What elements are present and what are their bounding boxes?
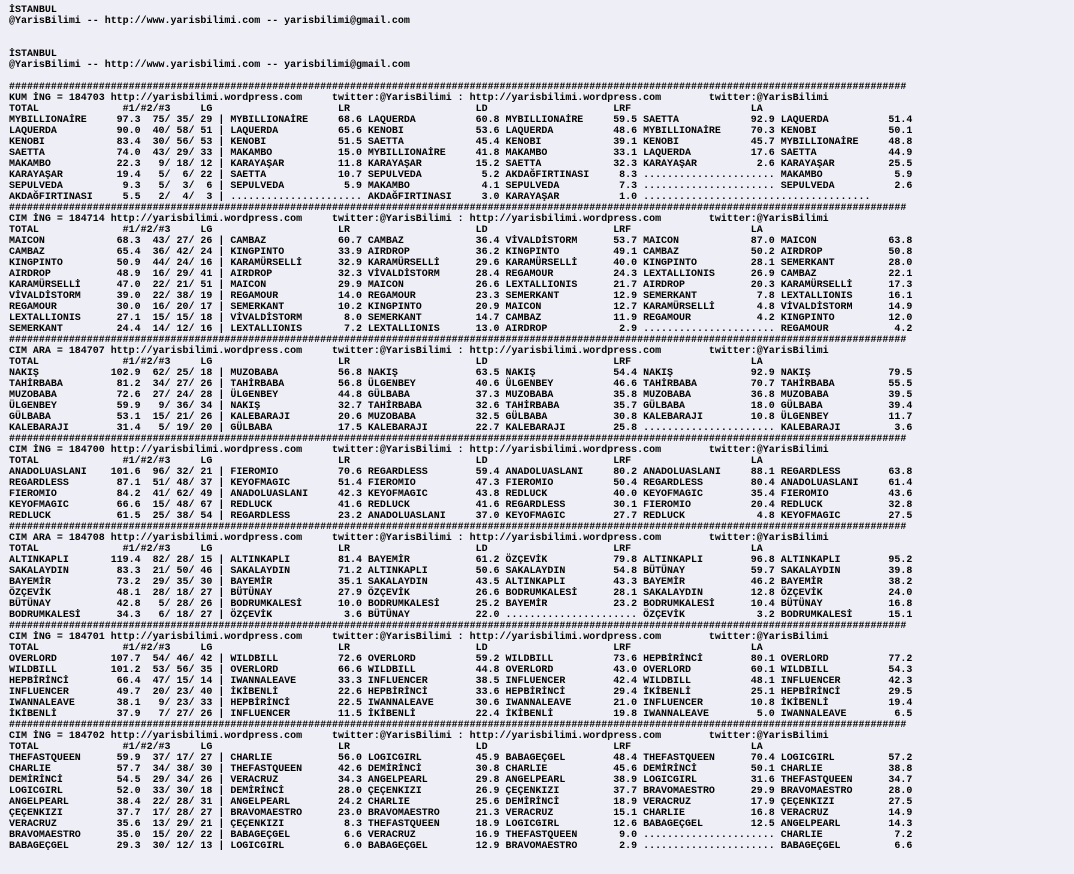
race-header-line: CIM İNG = 184714 http://yarisbilimi.wordpress.com twitter:@YarisBilimi : http://yarisbilimi.wordpress.com twitter:@YarisBilimi <box>9 213 829 224</box>
text-line: ANGELPEARL 38.4 22/ 28/ 31 | ANGELPEARL 24.2 CHARLIE 25.6 DEMİRİNCİ 18.9 VERACRUZ 17.9 ÇEÇENKIZI 27.5 <box>9 796 913 807</box>
text-line: IWANNALEAVE 38.1 9/ 23/ 33 | HEPBİRİNCİ 22.5 IWANNALEAVE 30.6 IWANNALEAVE 21.0 INFLUENCER 10.8 İKİBENLİ 19.4 <box>9 697 913 708</box>
text-line: @YarisBilimi -- http://www.yarisbilimi.com -- yarisbilimi@gmail.com <box>9 59 410 70</box>
text-line: ÖZÇEVİK 48.1 28/ 18/ 27 | BÜTÜNAY 27.9 ÖZÇEVİK 26.6 BODRUMKALESİ 28.1 SAKALAYDIN 12.8 ÖZÇEVİK 24.0 <box>9 587 913 598</box>
text-line: KINGPINTO 50.9 44/ 24/ 16 | KARAMÜRSELLİ 32.9 KARAMÜRSELLİ 29.6 KARAMÜRSELLİ 40.0 KINGPINTO 28.1 SEMERKANT 28.0 <box>9 257 913 268</box>
text-line: BABAGEÇGEL 29.3 30/ 12/ 13 | LOGICGIRL 6.0 BABAGEÇGEL 12.9 BRAVOMAESTRO 2.9 ...................... BABAGEÇGEL 6.6 <box>9 840 913 851</box>
text-line: KARAYAŞAR 19.4 5/ 6/ 22 | SAETTA 10.7 SEPULVEDA 5.2 AKDAĞFIRTINASI 8.3 ...................... MAKAMBO 5.9 <box>9 169 913 180</box>
separator-line: ###################################################################################################################################################### <box>9 81 907 92</box>
text-line: KARAMÜRSELLİ 47.0 22/ 21/ 51 | MAICON 29.9 MAICON 26.6 LEXTALLIONIS 21.7 AIRDROP 20.3 KARAMÜRSELLİ 17.3 <box>9 279 913 290</box>
text-line: DEMİRİNCİ 54.5 29/ 34/ 26 | VERACRUZ 34.3 ANGELPEARL 29.8 ANGELPEARL 38.9 LOGICGIRL 31.6 THEFASTQUEEN 34.7 <box>9 774 913 785</box>
text-line: MAICON 68.3 43/ 27/ 26 | CAMBAZ 60.7 CAMBAZ 36.4 VİVALDİSTORM 53.7 MAICON 87.0 MAICON 63.8 <box>9 235 913 246</box>
text-line: WILDBILL 101.2 53/ 56/ 35 | OVERLORD 66.6 WILDBILL 44.8 OVERLORD 43.0 OVERLORD 60.1 WILDBILL 54.3 <box>9 664 913 675</box>
text-line: MYBILLIONAİRE 97.3 75/ 35/ 29 | MYBILLIONAİRE 68.6 LAQUERDA 60.8 MYBILLIONAİRE 59.5 SAETTA 92.9 LAQUERDA 51.4 <box>9 114 913 125</box>
text-line: CHARLIE 57.7 34/ 38/ 30 | THEFASTQUEEN 42.6 DEMİRİNCİ 30.8 CHARLIE 45.6 DEMİRİNCİ 50.1 CHARLIE 38.8 <box>9 763 913 774</box>
text-line: TOTAL #1/#2/#3 LG LR LD LRF LA <box>9 543 763 554</box>
text-line: İSTANBUL <box>9 48 57 59</box>
text-line: LEXTALLIONIS 27.1 15/ 15/ 18 | VİVALDİSTORM 8.0 SEMERKANT 14.7 CAMBAZ 11.9 REGAMOUR 4.2 KINGPINTO 12.0 <box>9 312 913 323</box>
text-line <box>9 26 1074 37</box>
text-line: KENOBI 83.4 30/ 56/ 53 | KENOBI 51.5 SAETTA 45.4 KENOBI 39.1 KENOBI 45.7 MYBILLIONAİRE 48.8 <box>9 136 913 147</box>
text-line: ALTINKAPLI 119.4 82/ 28/ 15 | ALTINKAPLI 81.4 BAYEMİR 61.2 ÖZÇEVİK 79.8 ALTINKAPLI 96.8 ALTINKAPLI 95.2 <box>9 554 913 565</box>
text-line: SEMERKANT 24.4 14/ 12/ 16 | LEXTALLIONIS 7.2 LEXTALLIONIS 13.0 AIRDROP 2.9 ...................... REGAMOUR 4.2 <box>9 323 913 334</box>
text-line: OVERLORD 107.7 54/ 46/ 42 | WILDBILL 72.6 OVERLORD 59.2 WILDBILL 73.6 HEPBİRİNCİ 80.1 OVERLORD 77.2 <box>9 653 913 664</box>
text-line: TOTAL #1/#2/#3 LG LR LD LRF LA <box>9 103 763 114</box>
text-line: BAYEMİR 73.2 29/ 35/ 30 | BAYEMİR 35.1 SAKALAYDIN 43.5 ALTINKAPLI 43.3 BAYEMİR 46.2 BAYEMİR 38.2 <box>9 576 913 587</box>
text-line: ÇEÇENKIZI 37.7 17/ 28/ 27 | BRAVOMAESTRO 23.0 BRAVOMAESTRO 21.3 VERACRUZ 15.1 CHARLIE 16.8 VERACRUZ 14.9 <box>9 807 913 818</box>
text-line: INFLUENCER 49.7 20/ 23/ 40 | İKİBENLİ 22.6 HEPBİRİNCİ 33.6 HEPBİRİNCİ 29.4 İKİBENLİ 25.1 HEPBİRİNCİ 29.5 <box>9 686 913 697</box>
race-header-line: CIM ARA = 184707 http://yarisbilimi.wordpress.com twitter:@YarisBilimi : http://yarisbilimi.wordpress.com twitter:@YarisBilimi <box>9 345 829 356</box>
text-line: AKDAĞFIRTINASI 5.5 2/ 4/ 3 | ...................... AKDAĞFIRTINASI 3.0 KARAYAŞAR 1.0 ...................................... <box>9 191 871 202</box>
race-header-line: CIM İNG = 184702 http://yarisbilimi.wordpress.com twitter:@YarisBilimi : http://yarisbilimi.wordpress.com twitter:@YarisBilimi <box>9 730 829 741</box>
text-line: REDLUCK 61.5 25/ 38/ 54 | REGARDLESS 23.2 ANADOLUASLANI 37.0 KEYOFMAGIC 27.7 REDLUCK 4.8 KEYOFMAGIC 27.5 <box>9 510 913 521</box>
text-line: GÜLBABA 53.1 15/ 21/ 26 | KALEBARAJI 20.6 MUZOBABA 32.5 GÜLBABA 30.8 KALEBARAJI 10.8 ÜLGENBEY 11.7 <box>9 411 913 422</box>
text-line: CAMBAZ 65.4 36/ 42/ 24 | KINGPINTO 33.9 AIRDROP 36.2 KINGPINTO 49.1 CAMBAZ 50.2 AIRDROP 50.8 <box>9 246 913 257</box>
text-line: ÜLGENBEY 59.9 9/ 36/ 34 | NAKIŞ 32.7 TAHİRBABA 32.6 TAHİRBABA 35.7 GÜLBABA 18.0 GÜLBABA 39.4 <box>9 400 913 411</box>
text-line: LAQUERDA 90.0 40/ 58/ 51 | LAQUERDA 65.6 KENOBI 53.6 LAQUERDA 48.6 MYBILLIONAİRE 70.3 KENOBI 50.1 <box>9 125 913 136</box>
text-line: MAKAMBO 22.3 9/ 18/ 12 | KARAYAŞAR 11.8 KARAYAŞAR 15.2 SAETTA 32.3 KARAYAŞAR 2.6 KARAYAŞAR 25.5 <box>9 158 913 169</box>
text-line: @YarisBilimi -- http://www.yarisbilimi.com -- yarisbilimi@gmail.com <box>9 15 410 26</box>
text-line: MUZOBABA 72.6 27/ 24/ 28 | ÜLGENBEY 44.8 GÜLBABA 37.3 MUZOBABA 35.8 MUZOBABA 36.8 MUZOBABA 39.5 <box>9 389 913 400</box>
text-line: BRAVOMAESTRO 35.0 15/ 20/ 22 | BABAGEÇGEL 6.6 VERACRUZ 16.9 THEFASTQUEEN 9.0 ...................... CHARLIE 7.2 <box>9 829 913 840</box>
text-line: BÜTÜNAY 42.8 5/ 28/ 26 | BODRUMKALESİ 10.0 BODRUMKALESİ 25.2 BAYEMİR 23.2 BODRUMKALESİ 10.4 BÜTÜNAY 16.8 <box>9 598 913 609</box>
separator-line: ###################################################################################################################################################### <box>9 620 907 631</box>
text-line: TOTAL #1/#2/#3 LG LR LD LRF LA <box>9 356 763 367</box>
text-line: TOTAL #1/#2/#3 LG LR LD LRF LA <box>9 642 763 653</box>
text-line: TOTAL #1/#2/#3 LG LR LD LRF LA <box>9 224 763 235</box>
text-line: SAKALAYDIN 83.3 21/ 50/ 46 | SAKALAYDIN 71.2 ALTINKAPLI 50.6 SAKALAYDIN 54.8 BÜTÜNAY 59.7 SAKALAYDIN 39.8 <box>9 565 913 576</box>
text-line: BODRUMKALESİ 34.3 6/ 18/ 27 | ÖZÇEVİK 3.6 BÜTÜNAY 22.0 ...................... ÖZÇEVİK 3.2 BODRUMKALESİ 15.1 <box>9 609 913 620</box>
separator-line: ###################################################################################################################################################### <box>9 334 907 345</box>
text-line: KEYOFMAGIC 66.6 15/ 48/ 67 | REDLUCK 41.6 REDLUCK 41.6 REGARDLESS 30.1 FIEROMIO 20.4 REDLUCK 32.8 <box>9 499 913 510</box>
text-line: VİVALDİSTORM 39.0 22/ 38/ 19 | REGAMOUR 14.0 REGAMOUR 23.3 SEMERKANT 12.9 SEMERKANT 7.8 LEXTALLIONIS 16.1 <box>9 290 913 301</box>
text-line <box>9 70 1074 81</box>
separator-line: ###################################################################################################################################################### <box>9 719 907 730</box>
text-line: TOTAL #1/#2/#3 LG LR LD LRF LA <box>9 455 763 466</box>
text-line: SAETTA 74.0 43/ 29/ 33 | MAKAMBO 15.0 MYBILLIONAİRE 41.8 MAKAMBO 33.1 LAQUERDA 17.6 SAETTA 44.9 <box>9 147 913 158</box>
race-header-line: CIM İNG = 184700 http://yarisbilimi.wordpress.com twitter:@YarisBilimi : http://yarisbilimi.wordpress.com twitter:@YarisBilimi <box>9 444 829 455</box>
text-line: İSTANBUL <box>9 4 57 15</box>
separator-line: ###################################################################################################################################################### <box>9 521 907 532</box>
text-line: AIRDROP 48.9 16/ 29/ 41 | AIRDROP 32.3 VİVALDİSTORM 28.4 REGAMOUR 24.3 LEXTALLIONIS 26.9 CAMBAZ 22.1 <box>9 268 913 279</box>
race-header-line: CIM İNG = 184701 http://yarisbilimi.wordpress.com twitter:@YarisBilimi : http://yarisbilimi.wordpress.com twitter:@YarisBilimi <box>9 631 829 642</box>
text-line: KALEBARAJI 31.4 5/ 19/ 20 | GÜLBABA 17.5 KALEBARAJI 22.7 KALEBARAJI 25.8 ...................... KALEBARAJI 3.6 <box>9 422 913 433</box>
text-line <box>9 37 1074 48</box>
text-line: SEPULVEDA 9.3 5/ 3/ 6 | SEPULVEDA 5.9 MAKAMBO 4.1 SEPULVEDA 7.3 ...................... SEPULVEDA 2.6 <box>9 180 913 191</box>
text-line: TAHİRBABA 81.2 34/ 27/ 26 | TAHİRBABA 56.8 ÜLGENBEY 40.6 ÜLGENBEY 46.6 TAHİRBABA 70.7 TAHİRBABA 55.5 <box>9 378 913 389</box>
text-line: İKİBENLİ 37.9 7/ 27/ 26 | INFLUENCER 11.5 İKİBENLİ 22.4 İKİBENLİ 19.8 IWANNALEAVE 5.0 IWANNALEAVE 6.5 <box>9 708 913 719</box>
text-line: THEFASTQUEEN 59.9 37/ 17/ 27 | CHARLIE 56.0 LOGICGIRL 45.9 BABAGEÇGEL 48.4 THEFASTQUEEN 70.4 LOGICGIRL 57.2 <box>9 752 913 763</box>
text-line: NAKIŞ 102.9 62/ 25/ 18 | MUZOBABA 56.8 NAKIŞ 63.5 NAKIŞ 54.4 NAKIŞ 92.9 NAKIŞ 79.5 <box>9 367 913 378</box>
separator-line: ###################################################################################################################################################### <box>9 433 907 444</box>
text-line: FIEROMIO 84.2 41/ 62/ 49 | ANADOLUASLANI 42.3 KEYOFMAGIC 43.8 REDLUCK 40.0 KEYOFMAGIC 35.4 FIEROMIO 43.6 <box>9 488 913 499</box>
text-line: ANADOLUASLANI 101.6 96/ 32/ 21 | FIEROMIO 70.6 REGARDLESS 59.4 ANADOLUASLANI 80.2 ANADOLUASLANI 88.1 REGARDLESS 63.8 <box>9 466 913 477</box>
text-line: REGAMOUR 30.0 16/ 20/ 17 | SEMERKANT 10.2 KINGPINTO 20.9 MAICON 12.7 KARAMÜRSELLİ 4.8 VİVALDİSTORM 14.9 <box>9 301 913 312</box>
text-line: REGARDLESS 87.1 51/ 48/ 37 | KEYOFMAGIC 51.4 FIEROMIO 47.3 FIEROMIO 50.4 REGARDLESS 80.4 ANADOLUASLANI 61.4 <box>9 477 913 488</box>
text-line: LOGICGIRL 52.0 33/ 30/ 18 | DEMİRİNCİ 28.0 ÇEÇENKIZI 26.9 ÇEÇENKIZI 37.7 BRAVOMAESTRO 29.9 BRAVOMAESTRO 28.0 <box>9 785 913 796</box>
text-line: HEPBİRİNCİ 66.4 47/ 15/ 14 | IWANNALEAVE 33.3 INFLUENCER 38.5 INFLUENCER 42.4 WILDBILL 48.1 INFLUENCER 42.3 <box>9 675 913 686</box>
race-header-line: KUM İNG = 184703 http://yarisbilimi.wordpress.com twitter:@YarisBilimi : http://yarisbilimi.wordpress.com twitter:@YarisBilimi <box>9 92 829 103</box>
separator-line: ###################################################################################################################################################### <box>9 202 907 213</box>
text-line: VERACRUZ 35.6 13/ 29/ 21 | ÇEÇENKIZI 8.3 THEFASTQUEEN 18.9 LOGICGIRL 12.6 BABAGEÇGEL 12.5 ANGELPEARL 14.3 <box>9 818 913 829</box>
race-header-line: CIM ARA = 184708 http://yarisbilimi.wordpress.com twitter:@YarisBilimi : http://yarisbilimi.wordpress.com twitter:@YarisBilimi <box>9 532 829 543</box>
text-line: TOTAL #1/#2/#3 LG LR LD LRF LA <box>9 741 763 752</box>
